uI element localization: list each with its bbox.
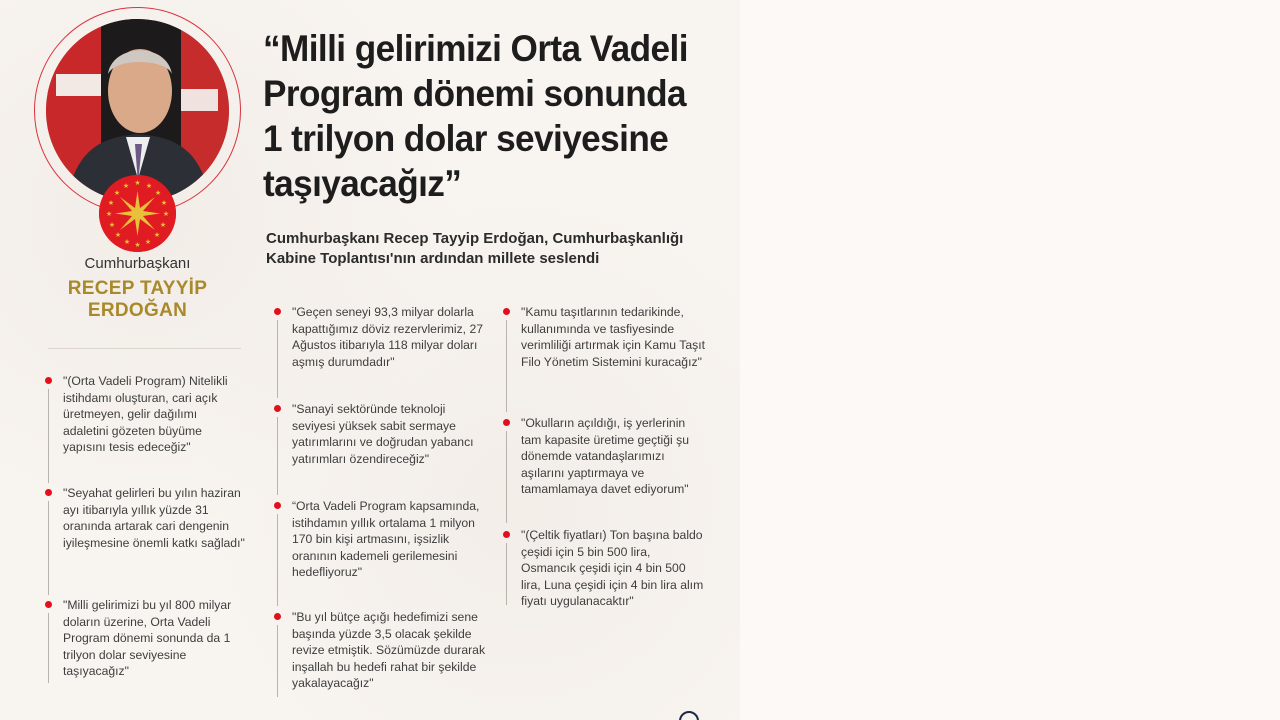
quote-column-3 bbox=[503, 304, 708, 617]
quote-item bbox=[45, 373, 245, 485]
profile-name-line2: ERDOĞAN bbox=[87, 300, 188, 321]
quote-item bbox=[503, 304, 708, 415]
timeline-line bbox=[48, 501, 49, 595]
quote-text: "(Orta Vadeli Program) Nitelikli istihdamı oluşturan, cari açık üretmeyen, gelir dağılımı adaletini gözeten büyüme yapısını tesis edeceğiz" bbox=[63, 374, 228, 454]
svg-text:★: ★ bbox=[144, 238, 152, 246]
quote-column-1 bbox=[45, 373, 245, 697]
quote-item bbox=[274, 304, 486, 401]
quote-item bbox=[503, 415, 708, 527]
quote-item bbox=[503, 527, 708, 617]
bullet-dot-icon bbox=[503, 308, 510, 315]
svg-text:★: ★ bbox=[105, 210, 113, 218]
svg-text:★: ★ bbox=[107, 199, 115, 207]
svg-text:★: ★ bbox=[145, 182, 153, 190]
timeline-line bbox=[48, 613, 49, 683]
profile-name bbox=[40, 278, 235, 322]
subheadline: Cumhurbaşkanı Recep Tayyip Erdoğan, Cumhurbaşkanlığı Kabine Toplantısı'nın ardından millete seslendi bbox=[266, 230, 684, 267]
svg-text:★: ★ bbox=[159, 221, 167, 229]
bullet-dot-icon bbox=[45, 489, 52, 496]
quote-text: "Geçen seneyi 93,3 milyar dolarla kapattığımız döviz rezervlerimiz, 27 Ağustos itibarıyla 118 milyar doları aşmış durumdadır" bbox=[292, 305, 484, 369]
quote-item bbox=[45, 485, 245, 597]
bullet-dot-icon bbox=[503, 531, 510, 538]
svg-text:★: ★ bbox=[154, 189, 162, 197]
svg-text:★: ★ bbox=[134, 241, 141, 249]
bullet-dot-icon bbox=[274, 613, 281, 620]
quote-item bbox=[274, 498, 486, 609]
svg-text:★: ★ bbox=[114, 231, 122, 239]
timeline-line bbox=[48, 389, 49, 483]
timeline-line bbox=[277, 320, 278, 398]
quote-text: "Kamu taşıtlarının tedarikinde, kullanımında ve tasfiyesinde verimliliği artırmak için Kamu Taşıt Filo Yönetim Sistemini kuracağız" bbox=[521, 305, 705, 369]
timeline-line bbox=[506, 431, 507, 523]
profile-divider bbox=[48, 348, 241, 349]
svg-text:★: ★ bbox=[113, 189, 121, 197]
bullet-dot-icon bbox=[274, 502, 281, 509]
timeline-line bbox=[277, 417, 278, 495]
svg-text:★: ★ bbox=[162, 210, 170, 218]
svg-text:★: ★ bbox=[108, 221, 116, 229]
profile-name-line1: RECEP TAYYİP bbox=[67, 278, 208, 299]
bullet-dot-icon bbox=[45, 601, 52, 608]
presidential-seal bbox=[99, 175, 176, 252]
svg-text:★: ★ bbox=[160, 199, 168, 207]
quote-item bbox=[274, 401, 486, 498]
quote-text: "Sanayi sektöründe teknoloji seviyesi yüksek sabit sermaye yatırımlarını ve doğrudan yabancı yatırımları özendireceğiz" bbox=[292, 402, 474, 466]
presidential-seal-icon bbox=[99, 175, 176, 252]
profile-role: Cumhurbaşkanı bbox=[84, 255, 191, 272]
bullet-dot-icon bbox=[274, 308, 281, 315]
quote-text: "Okulların açıldığı, iş yerlerinin tam kapasite üretime geçtiği şu dönemde vatandaşlarımızı aşılarını yaptırmaya ve tamamlamaya davet ediyorum" bbox=[521, 416, 689, 496]
timeline-line bbox=[277, 514, 278, 606]
quote-item bbox=[274, 609, 486, 709]
timeline-line bbox=[277, 625, 278, 697]
quote-column-2 bbox=[274, 304, 486, 709]
timeline-line bbox=[506, 543, 507, 605]
svg-text:★: ★ bbox=[122, 182, 130, 190]
quote-text: "(Çeltik fiyatları) Ton başına baldo çeşidi için 5 bin 500 lira, Osmancık çeşidi için 4 bin 500 lira, Luna çeşidi için 4 bin lira alım fiyatı uygulanacaktır" bbox=[521, 528, 704, 608]
bullet-dot-icon bbox=[503, 419, 510, 426]
svg-text:★: ★ bbox=[153, 231, 161, 239]
svg-text:★: ★ bbox=[134, 179, 141, 187]
headline-quote: “Milli gelirimizi Orta Vadeli Program dönemi sonunda 1 trilyon dolar seviyesine taşıyacağız” bbox=[263, 28, 688, 204]
timeline-line bbox=[506, 320, 507, 412]
quote-text: “Orta Vadeli Program kapsamında, istihdamın yıllık ortalama 1 milyon 170 bin kişi artmasını, işsizlik oranının kademeli gerilemesini hedefliyoruz" bbox=[292, 499, 480, 579]
quote-item bbox=[45, 597, 245, 697]
quote-text: "Seyahat gelirleri bu yılın haziran ayı itibarıyla yıllık yüzde 31 oranında artarak cari dengenin iyileşmesine önemli katkı sağladı" bbox=[63, 486, 245, 550]
quote-text: "Bu yıl bütçe açığı hedefimizi sene başında yüzde 3,5 olacak şekilde revize etmiştik. Sözümüzde durarak inşallah bu hedefi rahat bir şekilde yakalayacağız" bbox=[292, 610, 486, 690]
svg-text:★: ★ bbox=[123, 238, 131, 246]
bullet-dot-icon bbox=[274, 405, 281, 412]
bullet-dot-icon bbox=[45, 377, 52, 384]
quote-text: "Milli gelirimizi bu yıl 800 milyar doların üzerine, Orta Vadeli Program dönemi sonunda da 1 trilyon dolar seviyesine taşıyacağız" bbox=[63, 598, 232, 678]
